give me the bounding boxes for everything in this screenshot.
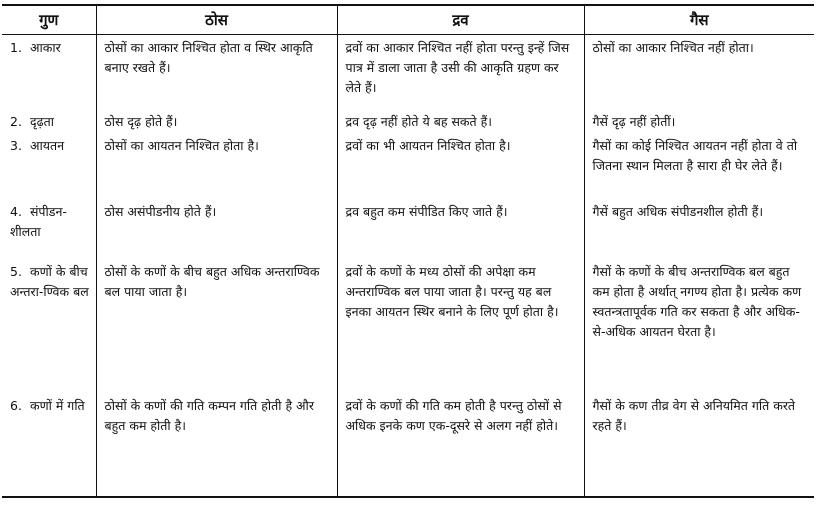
header-solid: ठोस: [96, 5, 337, 35]
property-cell: [2, 259, 96, 393]
property-cell: [2, 133, 96, 199]
table-row: [2, 259, 814, 393]
row-number: 2.: [10, 113, 22, 129]
property-cell: [2, 109, 96, 133]
table-row: [2, 35, 814, 109]
table-row: [2, 199, 814, 259]
liquid-cell: द्रव दृढ़ नहीं होते ये बह सकते हैं।: [337, 109, 584, 133]
solid-cell: ठोसों के कणों की गति कम्पन गति होती है और बहुत कम होती है।: [96, 393, 337, 498]
property-label: आकार: [29, 40, 61, 55]
liquid-cell: द्रवों का आकार निश्चित नहीं होता परन्तु इन्हें जिस पात्र में डाला जाता है उसी की आकृति ग्रहण कर लेते हैं।: [337, 35, 584, 109]
gas-cell: गैसें दृढ़ नहीं होतीं।: [584, 109, 814, 133]
comparison-table: [2, 4, 814, 498]
solid-cell: ठोसों के कणों के बीच बहुत अधिक अन्तराण्विक बल पाया जाता है।: [96, 259, 337, 393]
property-label: कणों के बीच अन्तरा-ण्विक बल: [10, 263, 89, 299]
gas-cell: गैसों का कोई निश्चित आयतन नहीं होता वे तो जितना स्थान मिलता है सारा ही घेर लेते हैं।: [584, 133, 814, 199]
property-cell: [2, 199, 96, 259]
liquid-cell: द्रवों के कणों की गति कम होती है परन्तु ठोसों से अधिक इनके कण एक-दूसरे से अलग नहीं होते।: [337, 393, 584, 498]
gas-cell: गैसों के कणों के बीच अन्तराण्विक बल बहुत कम होता है अर्थात् नगण्य होता है। प्रत्येक कण स्वतन्त्रतापूर्वक गति कर सकता है और अधिक-से-अधिक आयतन घेरता है।: [584, 259, 814, 393]
table-row: [2, 393, 814, 498]
row-number: 6.: [10, 397, 22, 413]
solid-cell: ठोसों का आकार निश्चित होता व स्थिर आकृति बनाए रखते हैं।: [96, 35, 337, 109]
header-property: गुण: [2, 5, 96, 35]
solid-cell: ठोसों का आयतन निश्चित होता है।: [96, 133, 337, 199]
gas-cell: गैसों के कण तीव्र वेग से अनियमित गति करते रहते हैं।: [584, 393, 814, 498]
table-row: [2, 109, 814, 133]
property-label: आयतन: [29, 137, 65, 153]
property-label: संपीडन-शीलता: [10, 203, 67, 239]
gas-cell: ठोसों का आकार निश्चित नहीं होता।: [584, 35, 814, 109]
table-row: [2, 133, 814, 199]
liquid-cell: द्रवों के कणों के मध्य ठोसों की अपेक्षा कम अन्तराण्विक बल पाया जाता है। परन्तु यह बल इनका आयतन स्थिर बनाने के लिए पूर्ण होता है।: [337, 259, 584, 393]
liquid-cell: द्रवों का भी आयतन निश्चित होता है।: [337, 133, 584, 199]
header-gas: गैस: [584, 5, 814, 35]
property-label: कणों में गति: [29, 397, 85, 413]
header-row: [2, 5, 814, 35]
property-cell: [2, 393, 96, 498]
row-number: 3.: [10, 137, 22, 153]
liquid-cell: द्रव बहुत कम संपीडित किए जाते हैं।: [337, 199, 584, 259]
gas-cell: गैसें बहुत अधिक संपीडनशील होती हैं।: [584, 199, 814, 259]
row-number: 5.: [10, 263, 22, 279]
solid-cell: ठोस दृढ़ होते हैं।: [96, 109, 337, 133]
property-cell: [2, 35, 96, 109]
property-label: दृढ़ता: [29, 113, 55, 129]
row-number: 4.: [10, 203, 22, 219]
row-number: 1.: [10, 40, 22, 55]
solid-cell: ठोस असंपीडनीय होते हैं।: [96, 199, 337, 259]
header-liquid: द्रव: [337, 5, 584, 35]
